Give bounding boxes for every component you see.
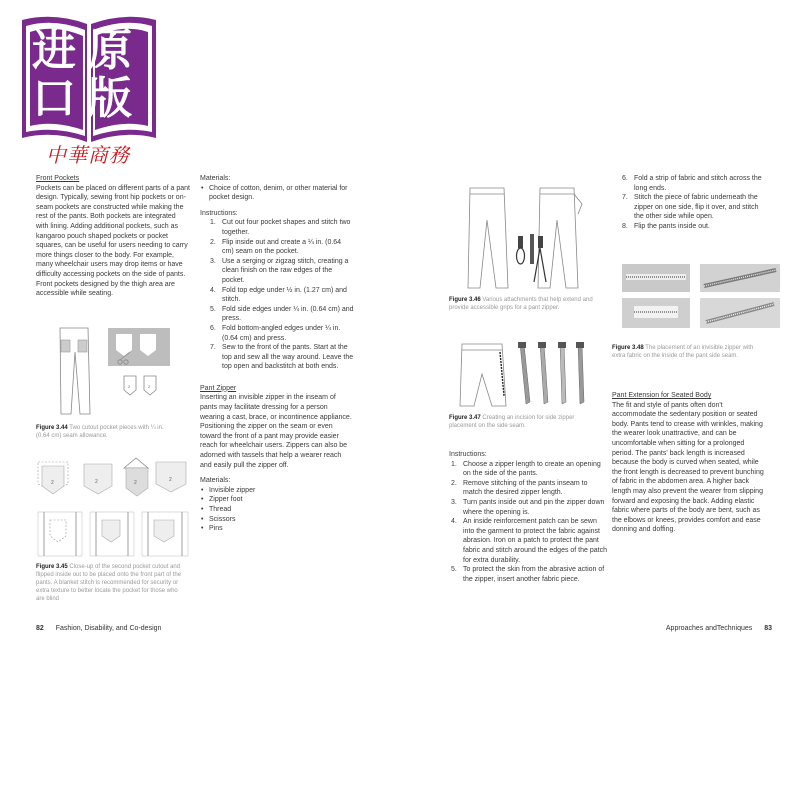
publisher-logo: 中華商務 <box>46 143 130 167</box>
instruction-item: 8. Flip the pants inside out. <box>622 222 710 230</box>
figure-3-45-drawing <box>36 456 192 560</box>
instruction-item: 2. Flip inside out and create a ¼ in. (0.64 cm) seam on the pocket. <box>210 238 342 256</box>
front-pockets-body: Pockets can be placed on different parts of a pant design. Typically, sewing front hip pockets or on-seam pockets are constructed while making the rest of the pants. Both pockets are integrated with lining. Adding additional pockets, such as kangaroo pouch shaped pockets or pocket squares, can be useful for users needing to carry more things closer to the body. For example, many wheelchair users may drop items or have difficulty accessing pockets on the side of pants. Front pockets designed by the thigh area are accessible while seating. <box>36 184 190 298</box>
materials-item: • Zipper foot <box>209 495 354 505</box>
pant-extension-section <box>612 391 766 535</box>
left-page-number: 82 <box>36 625 44 632</box>
instruction-item: 1. Cut out four pocket shapes and stitch two together. <box>210 219 351 236</box>
figure-3-47-drawing <box>458 340 608 410</box>
pants-pocket-pattern-icon <box>40 322 180 420</box>
pant-extension-body: The fit and style of pants often don't accommodate the sedentary position or seated body. Pants tend to crease with wrinkles, making the wearer look unattractive, and can be uncomfortable when sitting for a prolonged period. The pants' back length is increased because the body is curved when seated, while the front length is decreased to prevent bunching of fabric in the abdomen area. A higher back length may also prevent the wearer from slipping forward and exposing the back. Adding elastic fabric where parts of the body are bent, such as the elbows or knees, provides comfort and ease donning and doffing. <box>612 401 764 534</box>
figure-3-44-caption <box>36 424 176 440</box>
materials-item: • Thread <box>209 505 354 515</box>
right-page-number: 83 <box>764 625 772 632</box>
svg-text:2: 2 <box>51 480 54 486</box>
instruction-item: 2. Remove stitching of the pants inseam to match the desired zipper length. <box>451 479 588 497</box>
materials-item: • Scissors <box>209 515 354 525</box>
svg-text:2: 2 <box>128 384 131 389</box>
figure-3-44-drawing <box>40 322 180 420</box>
pant-extension-heading: Pant Extension for Seated Body <box>612 392 712 399</box>
instruction-item: 6. Fold bottom-angled edges under ¼ in. (0.64 cm) and press. <box>210 324 341 342</box>
instruction-item: 4. Fold top edge under ½ in. (1.27 cm) and stitch. <box>210 286 347 304</box>
figure-3-48-text: The placement of an invisible zipper with extra fabric on the inside of the pant side seam. <box>612 345 754 359</box>
figure-3-48-caption <box>612 344 768 360</box>
instruction-item: 7. Stitch the piece of fabric underneath the zipper on one side, flip it over, and stitch the other side while open. <box>622 194 759 221</box>
pockets-materials-section <box>200 174 354 534</box>
materials-list <box>200 184 354 203</box>
front-pockets-heading: Front Pockets <box>36 175 80 182</box>
left-running-title: Fashion, Disability, and Co-design <box>55 625 162 632</box>
figure-3-45-text: Close-up of the second pocket cutout and flipped inside out to be placed onto the front part of the pants. A blanket stitch is recommended for security or extra texture to better locate the pocket for those who are blind <box>36 564 182 602</box>
zipper-attachments-icon <box>452 184 612 292</box>
figure-3-47-text: Creating an incision for side zipper placement on the side seam. <box>449 415 575 429</box>
instruction-item: 3. Turn pants inside out and pin the zipper down where the opening is. <box>451 498 605 516</box>
figure-3-44-label: Figure 3.44 <box>36 425 68 431</box>
materials-heading: Materials: <box>200 175 231 182</box>
figure-3-45-label: Figure 3.45 <box>36 564 68 570</box>
figure-3-48-label: Figure 3.48 <box>612 345 644 351</box>
invisible-zipper-placement-icon <box>620 262 782 334</box>
figure-3-46-text: Various attachments that help extend and provide accessible grips for a pant zipper. <box>449 297 593 311</box>
materials-item: • Choice of cotton, denim, or other material for pocket design. <box>209 184 354 203</box>
badge-text-bottom: 口版 <box>32 73 144 124</box>
import-badge <box>14 10 164 170</box>
pant-zipper-heading: Pant Zipper <box>200 384 237 392</box>
instruction-item: 3. Use a serging or zigzag stitch, creating a clean finish on the raw edges of the pocket. <box>210 257 349 284</box>
instruction-item: 5. To protect the skin from the abrasive action of the zipper, insert another fabric piece. <box>451 566 605 583</box>
instruction-item: 7. Sew to the front of the pants. Start at the top and sew all the way around. Leave the top open and backstitch at both ends. <box>210 344 354 371</box>
svg-text:2: 2 <box>169 477 172 483</box>
instruction-item: 6. Fold a strip of fabric and stitch across the long ends. <box>622 175 762 192</box>
svg-text:2: 2 <box>148 384 151 389</box>
instructions-heading: Instructions: <box>449 451 487 458</box>
instruction-item: 1. Choose a zipper length to create an opening on the side of the pants. <box>451 460 601 478</box>
materials-item: • Invisible zipper <box>209 486 354 496</box>
left-footer <box>36 625 336 632</box>
side-zipper-incision-icon <box>458 340 608 410</box>
materials-item: • Pins <box>209 524 354 534</box>
figure-3-44-text: Two cutout pocket pieces with ¼ in. (0.64 cm) seam allowance. <box>36 425 164 439</box>
zipper-instructions-continued <box>612 174 764 232</box>
figure-3-46-drawing <box>452 184 612 292</box>
figure-3-47-label: Figure 3.47 <box>449 415 481 421</box>
instructions-heading: Instructions: <box>200 209 238 217</box>
instruction-item: 5. Fold side edges under ¼ in. (0.64 cm) and press. <box>210 305 354 323</box>
pocket-instructions-list <box>200 218 354 372</box>
zipper-instructions-section <box>449 450 607 584</box>
figure-3-46-caption <box>449 296 609 312</box>
front-pockets-section <box>36 174 190 299</box>
zipper-instructions-list <box>449 460 607 585</box>
figure-3-46-label: Figure 3.46 <box>449 297 481 303</box>
instruction-item: 4. An inside reinforcement patch can be sewn into the garment to protect the fabric against abrasion. Iron on a patch to protect the pant fabric and stitch around the edges of the patch for extra durability. <box>451 518 607 564</box>
svg-text:2: 2 <box>95 479 98 485</box>
right-running-title: Approaches andTechniques <box>665 625 753 632</box>
svg-text:2: 2 <box>134 480 137 486</box>
zipper-materials-list <box>200 486 354 534</box>
zipper-instructions-list-continued <box>612 174 764 232</box>
pocket-placement-icon <box>36 456 192 560</box>
figure-3-48-drawing <box>620 262 782 334</box>
pant-zipper-body: Inserting an invisible zipper in the inseam of pants may facilitate dressing for a person wearing a cast, brace, or incontinence appliance. Positioning the zipper on the seam or even toward the front of a pant may provide easier reach for wheelchair users. Zippers can also be adorned with tassels that help a wearer reach and easily pull the zipper off. <box>200 394 352 469</box>
zipper-materials-heading: Materials: <box>200 477 231 485</box>
right-footer <box>612 625 772 632</box>
figure-3-47-caption <box>449 414 599 430</box>
figure-3-45-caption <box>36 563 186 603</box>
badge-text-top: 进原 <box>32 25 144 76</box>
